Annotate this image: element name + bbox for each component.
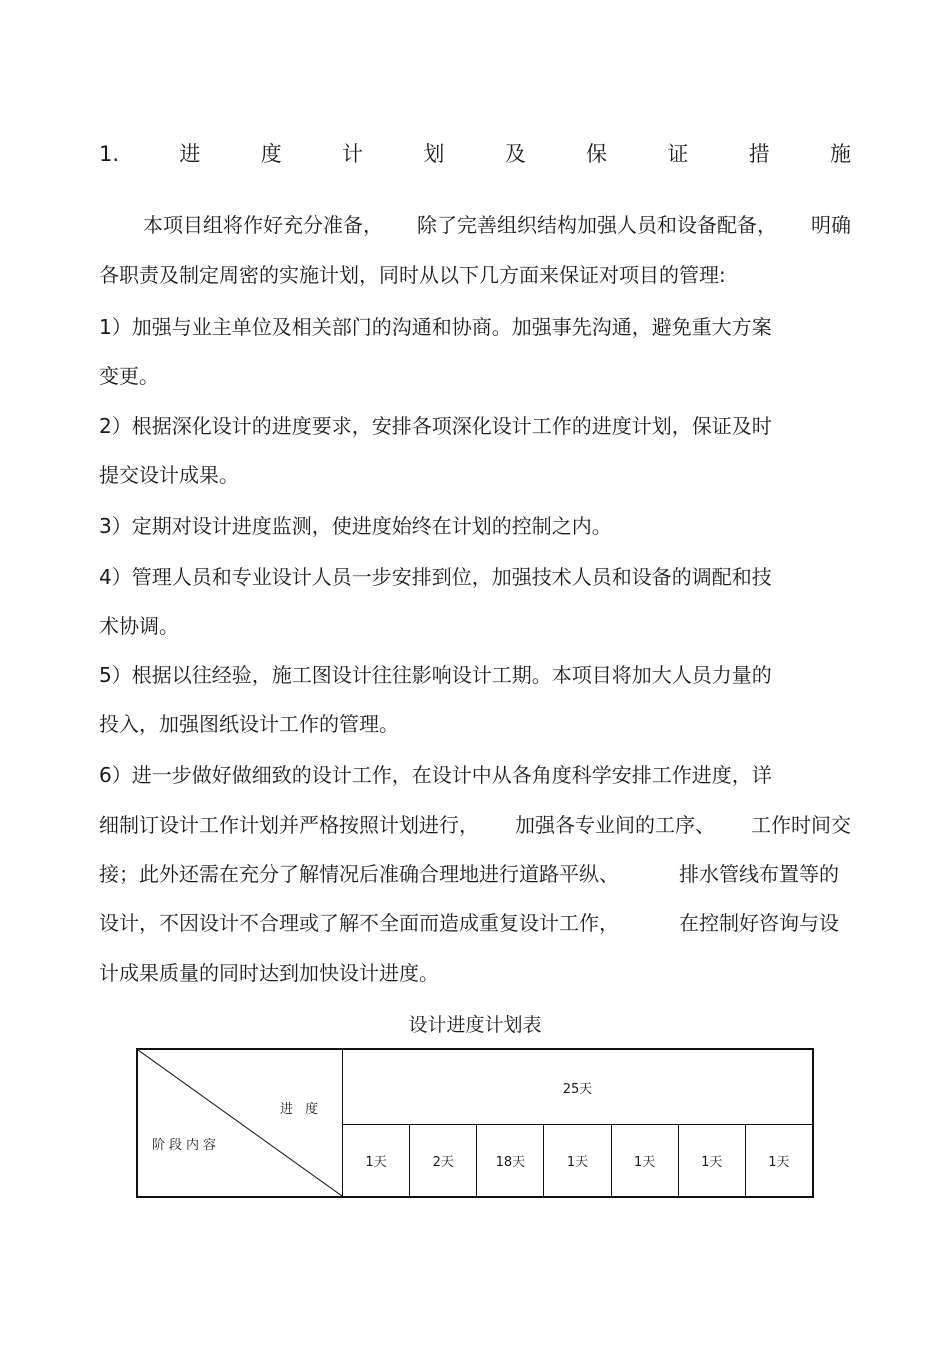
table-caption: 设计进度计划表 bbox=[408, 1014, 542, 1036]
item-1-line-1: 1）加强与业主单位及相关部门的沟通和协商。加强事先沟通，避免重大方案 bbox=[99, 315, 772, 339]
intro-line-1 bbox=[99, 211, 851, 239]
item-2-line-2: 提交设计成果。 bbox=[99, 463, 239, 487]
item-6-line-2 bbox=[99, 811, 851, 839]
heading-char: 度 bbox=[260, 142, 282, 166]
item-6-line-4 bbox=[99, 909, 839, 937]
item-5-line-2: 投入，加强图纸设计工作的管理。 bbox=[99, 712, 399, 736]
item-5-line-1: 5）根据以往经验，施工图设计往往影响设计工期。本项目将加大人员力量的 bbox=[99, 663, 772, 687]
heading-char: 进 bbox=[179, 142, 201, 166]
progress-header: 进度 bbox=[279, 1102, 330, 1117]
stage-content-header: 阶段内容 bbox=[152, 1138, 221, 1153]
heading-number: 1. bbox=[99, 142, 120, 166]
day-row bbox=[343, 1125, 812, 1196]
intro-segment: 除了完善组织结构加强人员和设备配备， bbox=[417, 213, 777, 237]
item-2-line-1: 2）根据深化设计的进度要求，安排各项深化设计工作的进度计划，保证及时 bbox=[99, 414, 772, 438]
item-6-segment: 排水管线布置等的 bbox=[679, 862, 839, 886]
day-cell: 1天 bbox=[544, 1125, 611, 1196]
heading-char: 措 bbox=[748, 142, 770, 166]
heading-char: 施 bbox=[830, 142, 851, 166]
item-6-segment: 在控制好咨询与设 bbox=[679, 911, 839, 935]
heading-char: 保 bbox=[586, 142, 608, 166]
schedule-table bbox=[136, 1048, 814, 1198]
item-4-line-2: 术协调。 bbox=[99, 614, 179, 638]
intro-segment: 本项目组将作好充分准备， bbox=[143, 213, 383, 237]
item-3-line-1: 3）定期对设计进度监测，使进度始终在计划的控制之内。 bbox=[99, 514, 612, 538]
diagonal-header-cell bbox=[138, 1050, 343, 1196]
item-6-line-1: 6）进一步做好做细致的设计工作，在设计中从各角度科学安排工作进度，详 bbox=[99, 763, 772, 787]
heading-char: 计 bbox=[342, 142, 364, 166]
item-6-segment: 工作时间交 bbox=[751, 813, 851, 837]
heading-char: 及 bbox=[504, 142, 526, 166]
diagonal-line bbox=[138, 1050, 342, 1196]
heading-char: 证 bbox=[667, 142, 689, 166]
total-duration-cell: 25天 bbox=[343, 1050, 812, 1125]
day-cell: 18天 bbox=[477, 1125, 544, 1196]
item-6-line-5: 计成果质量的同时达到加快设计进度。 bbox=[99, 961, 439, 985]
section-heading bbox=[99, 140, 851, 168]
day-cell: 1天 bbox=[768, 1155, 790, 1170]
item-6-line-3 bbox=[99, 860, 839, 888]
day-cell: 2天 bbox=[410, 1125, 477, 1196]
item-1-line-2: 变更。 bbox=[99, 364, 159, 388]
day-cell: 1天 bbox=[679, 1125, 746, 1196]
item-6-segment: 设计，不因设计不合理或了解不全面而造成重复设计工作， bbox=[99, 911, 619, 935]
intro-segment: 明确 bbox=[811, 213, 851, 237]
item-6-segment: 接；此外还需在充分了解情况后准确合理地进行道路平纵、 bbox=[99, 862, 619, 886]
item-4-line-1: 4）管理人员和专业设计人员一步安排到位，加强技术人员和设备的调配和技 bbox=[99, 565, 772, 589]
item-6-segment: 加强各专业间的工序、 bbox=[515, 813, 715, 837]
day-cell: 1天 bbox=[612, 1125, 679, 1196]
day-cell: 1天 bbox=[343, 1125, 410, 1196]
item-6-segment: 细制订设计工作计划并严格按照计划进行， bbox=[99, 813, 479, 837]
intro-line-2: 各职责及制定周密的实施计划，同时从以下几方面来保证对项目的管理: bbox=[99, 263, 726, 287]
heading-char: 划 bbox=[423, 142, 445, 166]
